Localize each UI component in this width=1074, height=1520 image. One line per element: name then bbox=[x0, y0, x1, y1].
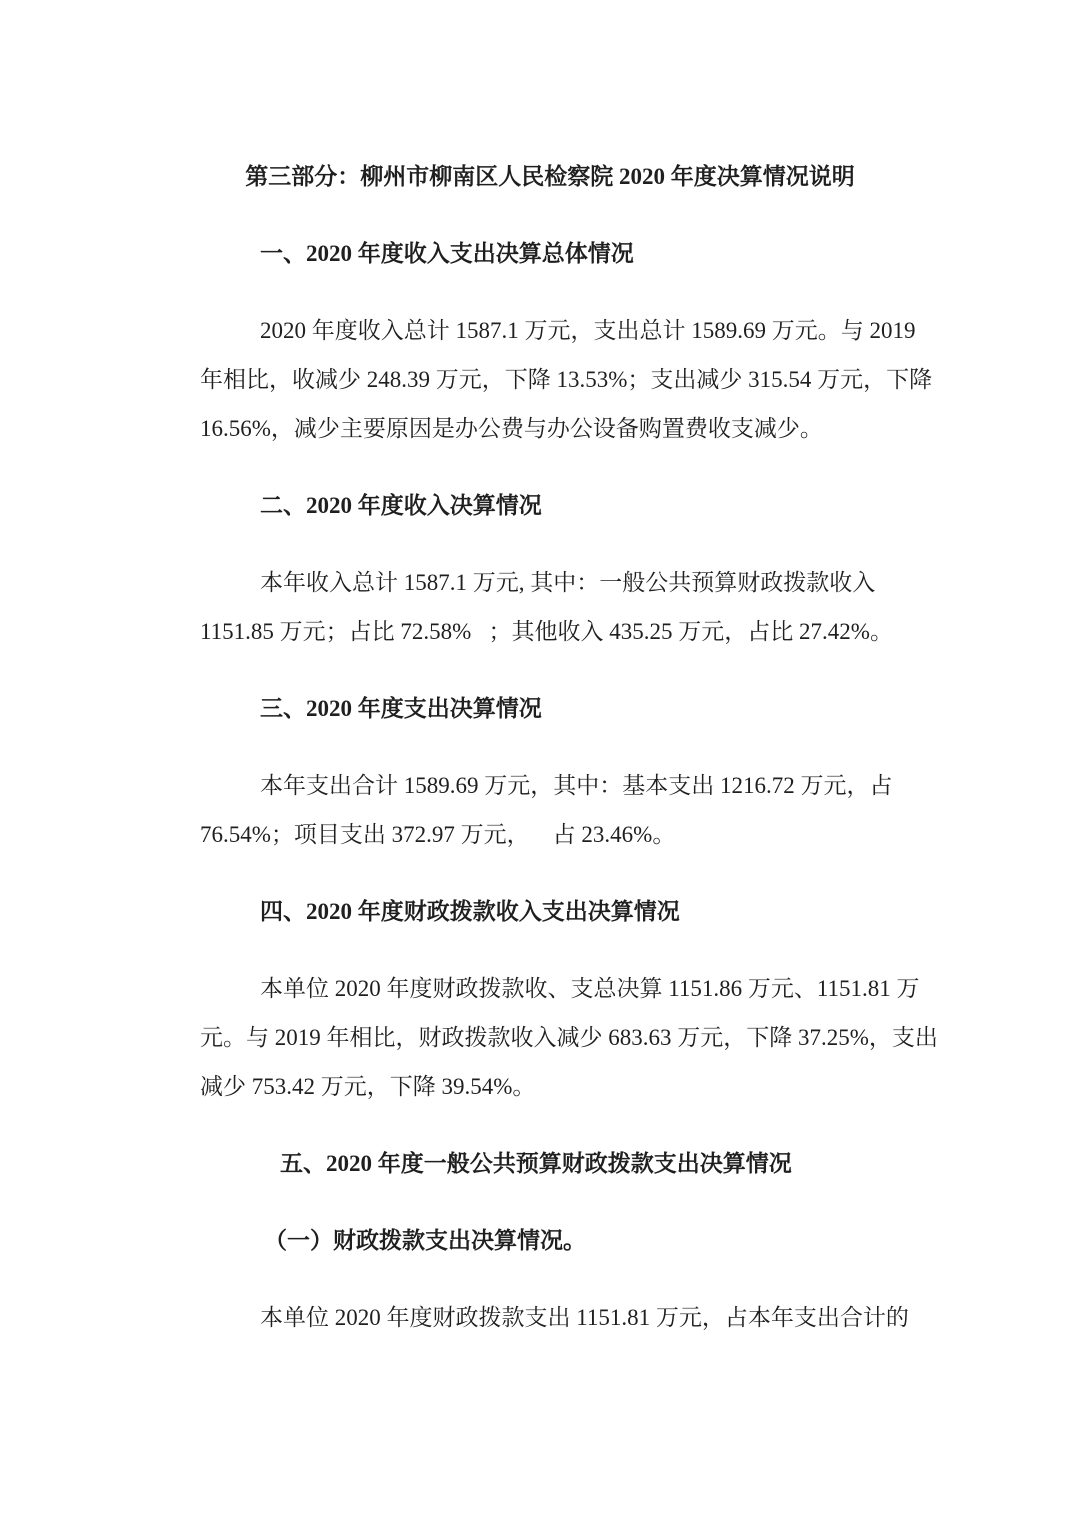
paragraph-line: 本单位 2020 年度财政拨款支出 1151.81 万元，占本年支出合计的 bbox=[260, 1305, 909, 1330]
paragraph bbox=[200, 306, 933, 453]
paragraph-line: 2020 年度收入总计 1587.1 万元，支出总计 1589.69 万元。与 2019 bbox=[260, 318, 916, 343]
paragraph-line: 元。与 2019 年相比，财政拨款收入减少 683.63 万元，下降 37.25%，支出 bbox=[200, 1025, 938, 1050]
paragraph-line: 本年支出合计 1589.69 万元，其中：基本支出 1216.72 万元，占 bbox=[260, 773, 893, 798]
paragraph-line: 减少 753.42 万元，下降 39.54%。 bbox=[200, 1074, 536, 1099]
paragraph-line: 1151.85 万元；占比 72.58% ；其他收入 435.25 万元，占比 27.42%。 bbox=[200, 619, 893, 644]
section-heading: 一、2020 年度收入支出决算总体情况 bbox=[260, 241, 634, 266]
paragraph-line: 本单位 2020 年度财政拨款收、支总决算 1151.86 万元、1151.81 万 bbox=[260, 976, 920, 1001]
paragraph-line: 年相比，收减少 248.39 万元，下降 13.53%；支出减少 315.54 万元，下降 bbox=[200, 367, 933, 392]
section-heading: 三、2020 年度支出决算情况 bbox=[260, 696, 542, 721]
section-heading: 四、2020 年度财政拨款收入支出决算情况 bbox=[260, 899, 680, 924]
section-heading: 二、2020 年度收入决算情况 bbox=[260, 493, 542, 518]
paragraph bbox=[200, 558, 900, 656]
sub-section-heading: （一）财政拨款支出决算情况。 bbox=[264, 1228, 586, 1253]
document-title: 第三部分：柳州市柳南区人民检察院 2020 年度决算情况说明 bbox=[245, 164, 855, 189]
paragraph bbox=[200, 761, 900, 859]
section-heading: 五、2020 年度一般公共预算财政拨款支出决算情况 bbox=[280, 1151, 792, 1176]
paragraph-line: 16.56%，减少主要原因是办公费与办公设备购置费收支减少。 bbox=[200, 416, 823, 441]
paragraph bbox=[200, 1293, 909, 1342]
paragraph-line: 76.54%；项目支出 372.97 万元， 占 23.46%。 bbox=[200, 822, 676, 847]
paragraph-line: 本年收入总计 1587.1 万元, 其中：一般公共预算财政拨款收入 bbox=[260, 570, 876, 595]
document-body bbox=[200, 229, 938, 1342]
paragraph bbox=[200, 964, 938, 1111]
